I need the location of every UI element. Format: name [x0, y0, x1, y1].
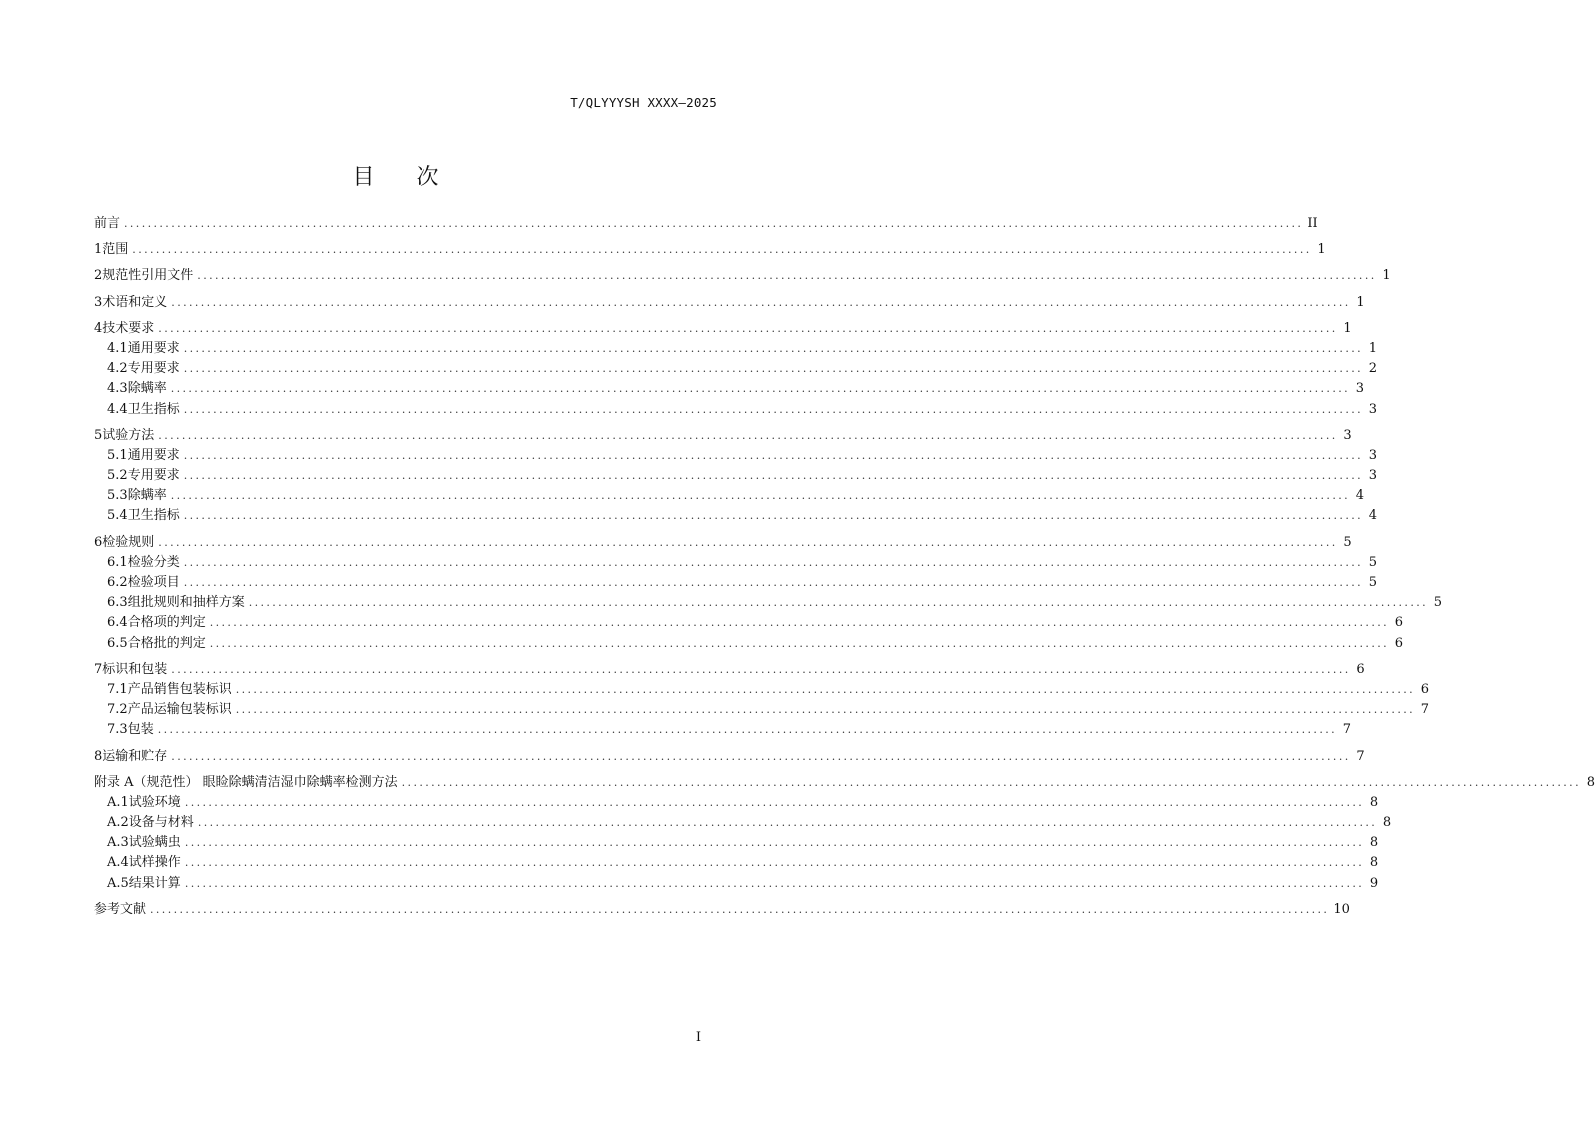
- toc-entry-label: 标识和包装: [102, 661, 168, 677]
- toc-entry-page: 3: [1368, 401, 1378, 417]
- toc-entry-page: 7: [1356, 748, 1365, 764]
- toc-entry[interactable]: [94, 813, 1392, 833]
- toc-leader-dots: ........................................................................................................................................................................................................: [183, 402, 1364, 416]
- toc-entry[interactable]: [94, 240, 1326, 260]
- toc-entry-label: 检验规则: [102, 534, 155, 550]
- toc-entry-page: 1: [1317, 242, 1326, 258]
- toc-entry-page: II: [1307, 216, 1318, 231]
- toc-entry-page: 1: [1368, 340, 1378, 356]
- toc-entry-page: 1: [1382, 268, 1391, 284]
- toc-leader-dots: ........................................................................................................................................................................................................: [183, 576, 1364, 589]
- toc-entry-number: 6.1: [107, 554, 128, 570]
- toc-entry[interactable]: [94, 266, 1391, 286]
- toc-entry[interactable]: [94, 720, 1352, 740]
- toc-leader-dots: ........................................................................................................................................................................................................: [150, 902, 1330, 916]
- toc-leader-dots: ........................................................................................................................................................................................................: [171, 662, 1351, 676]
- toc-entry[interactable]: [94, 466, 1378, 486]
- toc-entry-page: 8: [1382, 815, 1392, 831]
- toc-entry[interactable]: [94, 613, 1404, 633]
- toc-entry-label: 范围: [102, 242, 129, 258]
- toc-entry-page: 4: [1355, 488, 1365, 504]
- toc-entry[interactable]: [94, 900, 1350, 920]
- toc-entry-number: 2: [94, 268, 103, 284]
- toc-entry-number: A.4: [107, 855, 129, 871]
- toc-entry-page: 6: [1356, 661, 1365, 677]
- toc-entry-page: 7: [1342, 722, 1352, 738]
- toc-entry-label: 产品销售包装标识: [127, 681, 232, 697]
- toc-leader-dots: ........................................................................................................................................................................................................: [235, 703, 1416, 717]
- toc-entry[interactable]: [94, 573, 1378, 593]
- toc-entry[interactable]: [94, 293, 1365, 313]
- toc-leader-dots: ........................................................................................................................................................................................................: [209, 616, 1390, 630]
- toc-entry-number: 7.2: [107, 702, 128, 718]
- toc-entry[interactable]: [94, 853, 1379, 873]
- toc-entry[interactable]: [94, 506, 1378, 526]
- toc-leader-dots: ........................................................................................................................................................................................................: [183, 448, 1364, 462]
- toc-entry-number: A.5: [107, 875, 129, 891]
- toc-entry[interactable]: [94, 426, 1352, 446]
- toc-entry-page: 6: [1394, 635, 1404, 651]
- toc-leader-dots: ........................................................................................................................................................................................................: [183, 341, 1364, 355]
- toc-entry-label: 合格项的判定: [127, 615, 206, 631]
- title-char-left: 目: [352, 165, 377, 190]
- page-number: I: [695, 1030, 701, 1045]
- toc-leader-dots: ........................................................................................................................................................................................................: [184, 836, 1365, 850]
- toc-leader-dots: ........................................................................................................................................................................................................: [183, 362, 1364, 376]
- toc-entry[interactable]: [94, 214, 1318, 234]
- toc-leader-dots: ........................................................................................................................................................................................................: [124, 217, 1304, 230]
- toc-entry[interactable]: [94, 680, 1430, 700]
- toc-entry-number: A.3: [107, 835, 129, 851]
- toc-entry-page: 3: [1355, 381, 1365, 397]
- toc-entry-page: 6: [1420, 681, 1430, 697]
- toc-entry-number: 4: [94, 320, 103, 336]
- toc-entry[interactable]: [94, 319, 1352, 339]
- toc-entry-label: 专用要求: [127, 361, 180, 377]
- toc-entry-page: 9: [1369, 875, 1379, 891]
- toc-entry-label: 除螨率: [127, 381, 167, 397]
- toc-entry-page: 1: [1343, 320, 1352, 336]
- toc-entry-page: 3: [1368, 468, 1378, 484]
- toc-leader-dots: ........................................................................................................................................................................................................: [183, 509, 1364, 523]
- toc-entry[interactable]: [94, 486, 1365, 506]
- toc-entry[interactable]: [94, 773, 1595, 793]
- toc-entry-number: 1: [94, 242, 103, 258]
- toc-entry-label: 卫生指标: [127, 508, 180, 524]
- toc-entry-label: 参考文献: [94, 901, 147, 917]
- toc-entry-page: 5: [1433, 595, 1443, 611]
- toc-entry-number: 5.3: [107, 488, 128, 504]
- toc-leader-dots: ........................................................................................................................................................................................................: [248, 596, 1429, 610]
- toc-leader-dots: ........................................................................................................................................................................................................: [170, 489, 1351, 503]
- toc-leader-dots: ........................................................................................................................................................................................................: [197, 816, 1378, 830]
- toc-entry-number: 6.4: [107, 615, 128, 631]
- toc-entry-label: 试样操作: [128, 855, 181, 871]
- toc-leader-dots: ........................................................................................................................................................................................................: [171, 749, 1351, 763]
- toc-entry-number: 6.5: [107, 635, 128, 651]
- toc-entry-number: 3: [94, 294, 103, 310]
- toc-leader-dots: ........................................................................................................................................................................................................: [170, 382, 1351, 396]
- toc-entry[interactable]: [94, 634, 1404, 654]
- toc-entry-page: 3: [1343, 427, 1352, 443]
- toc-entry-label: 检验项目: [127, 575, 180, 590]
- toc-entry-number: 7.3: [107, 722, 128, 738]
- toc-entry-page: 8: [1369, 855, 1379, 871]
- toc-entry[interactable]: [94, 339, 1378, 359]
- toc-entry-label: 除螨率: [127, 488, 167, 504]
- toc-entry-label: 试验螨虫: [128, 835, 181, 851]
- toc-entry-label: 试验环境: [128, 794, 181, 810]
- toc-entry-label: 检验分类: [127, 554, 180, 570]
- toc-leader-dots: ........................................................................................................................................................................................................: [184, 876, 1365, 890]
- title-char-right: 次: [416, 165, 441, 190]
- toc-entry[interactable]: [94, 793, 1379, 813]
- toc-entry-label: 卫生指标: [127, 401, 180, 417]
- toc-leader-dots: ........................................................................................................................................................................................................: [209, 636, 1390, 650]
- toc-entry-number: 4.1: [107, 340, 128, 356]
- toc-entry-number: 7.1: [107, 681, 128, 697]
- toc-leader-dots: ........................................................................................................................................................................................................: [157, 723, 1338, 737]
- toc-entry-page: 5: [1368, 554, 1378, 570]
- toc-entry-page: 7: [1420, 702, 1430, 718]
- toc-entry-page: 8: [1369, 835, 1379, 851]
- toc-entry-number: 8: [94, 748, 103, 764]
- toc-entry-number: 4.2: [107, 361, 128, 377]
- toc-entry-label: 设备与材料: [128, 815, 194, 831]
- toc-entry-number: A.2: [107, 815, 129, 831]
- toc-entry-number: 6: [94, 534, 103, 550]
- toc-leader-dots: ........................................................................................................................................................................................................: [184, 795, 1365, 809]
- toc-leader-dots: ........................................................................................................................................................................................................: [171, 295, 1351, 309]
- toc-entry-number: 7: [94, 661, 103, 677]
- toc-entry-page: 2: [1368, 361, 1378, 377]
- toc-entry-label: 运输和贮存: [102, 748, 168, 764]
- toc-entry-page: 10: [1333, 901, 1350, 917]
- toc-entry-number: A.1: [107, 794, 129, 810]
- toc-entry-page: 6: [1394, 615, 1404, 631]
- toc-entry[interactable]: [94, 553, 1378, 573]
- toc-entry-label: 通用要求: [127, 340, 180, 356]
- toc-entry-number: 4.4: [107, 401, 128, 417]
- toc-entry-page: 3: [1368, 447, 1378, 463]
- toc-entry-number: 6.3: [107, 595, 128, 611]
- toc-entry-label: 试验方法: [102, 427, 155, 443]
- toc-entry[interactable]: [94, 660, 1365, 680]
- toc-leader-dots: ........................................................................................................................................................................................................: [183, 469, 1364, 483]
- toc-entry-number: 5: [94, 427, 103, 443]
- toc-entry-label: 组批规则和抽样方案: [127, 595, 245, 611]
- toc-entry-label: 通用要求: [127, 447, 180, 463]
- toc-leader-dots: ........................................................................................................................................................................................................: [183, 555, 1364, 569]
- toc-entry-label: 包装: [127, 722, 154, 738]
- toc-entry[interactable]: [94, 700, 1430, 720]
- toc-entry-label: 规范性引用文件: [102, 268, 194, 284]
- toc-entry-page: 8: [1586, 774, 1595, 790]
- page-title: [0, 160, 793, 191]
- toc-leader-dots: ........................................................................................................................................................................................................: [158, 428, 1338, 442]
- toc-entry[interactable]: [94, 874, 1379, 894]
- toc-entry[interactable]: [94, 593, 1443, 613]
- toc-leader-dots: ........................................................................................................................................................................................................: [132, 243, 1312, 257]
- toc-entry-label: 技术要求: [102, 320, 155, 336]
- toc-entry-page: 4: [1368, 508, 1378, 524]
- document-code: T/QLYYYSH XXXX—2025: [570, 95, 717, 110]
- toc-entry-label: 附录 A（规范性） 眼睑除螨清洁湿巾除螨率检测方法: [94, 774, 398, 790]
- toc-entry-label: 前言: [94, 216, 121, 231]
- toc-entry-label: 合格批的判定: [127, 635, 206, 651]
- toc-entry-label: 产品运输包装标识: [127, 702, 232, 718]
- toc-entry-page: 1: [1356, 294, 1365, 310]
- toc-leader-dots: ........................................................................................................................................................................................................: [235, 682, 1416, 696]
- toc-entry-label: 术语和定义: [102, 294, 168, 310]
- toc-entry[interactable]: [94, 747, 1365, 767]
- table-of-contents: [94, 214, 1595, 920]
- toc-entry-number: 5.4: [107, 508, 128, 524]
- toc-entry[interactable]: [94, 446, 1378, 466]
- toc-entry-page: 8: [1369, 794, 1379, 810]
- toc-entry-label: 结果计算: [128, 875, 181, 891]
- toc-leader-dots: ........................................................................................................................................................................................................: [158, 535, 1338, 549]
- toc-entry[interactable]: [94, 379, 1365, 399]
- toc-entry-page: 5: [1368, 575, 1378, 590]
- toc-entry[interactable]: [94, 359, 1378, 379]
- toc-leader-dots: ........................................................................................................................................................................................................: [197, 269, 1377, 283]
- toc-leader-dots: ........................................................................................................................................................................................................: [158, 321, 1338, 335]
- toc-entry-number: 5.2: [107, 468, 128, 484]
- toc-entry-number: 6.2: [107, 575, 128, 590]
- toc-entry-page: 5: [1343, 534, 1352, 550]
- toc-entry[interactable]: [94, 533, 1352, 553]
- toc-entry[interactable]: [94, 833, 1379, 853]
- toc-entry[interactable]: [94, 400, 1378, 420]
- toc-entry-number: 4.3: [107, 381, 128, 397]
- toc-leader-dots: ........................................................................................................................................................................................................: [184, 856, 1365, 870]
- toc-entry-label: 专用要求: [127, 468, 180, 484]
- toc-entry-number: 5.1: [107, 447, 128, 463]
- toc-leader-dots: ........................................................................................................................................................................................................: [401, 775, 1581, 789]
